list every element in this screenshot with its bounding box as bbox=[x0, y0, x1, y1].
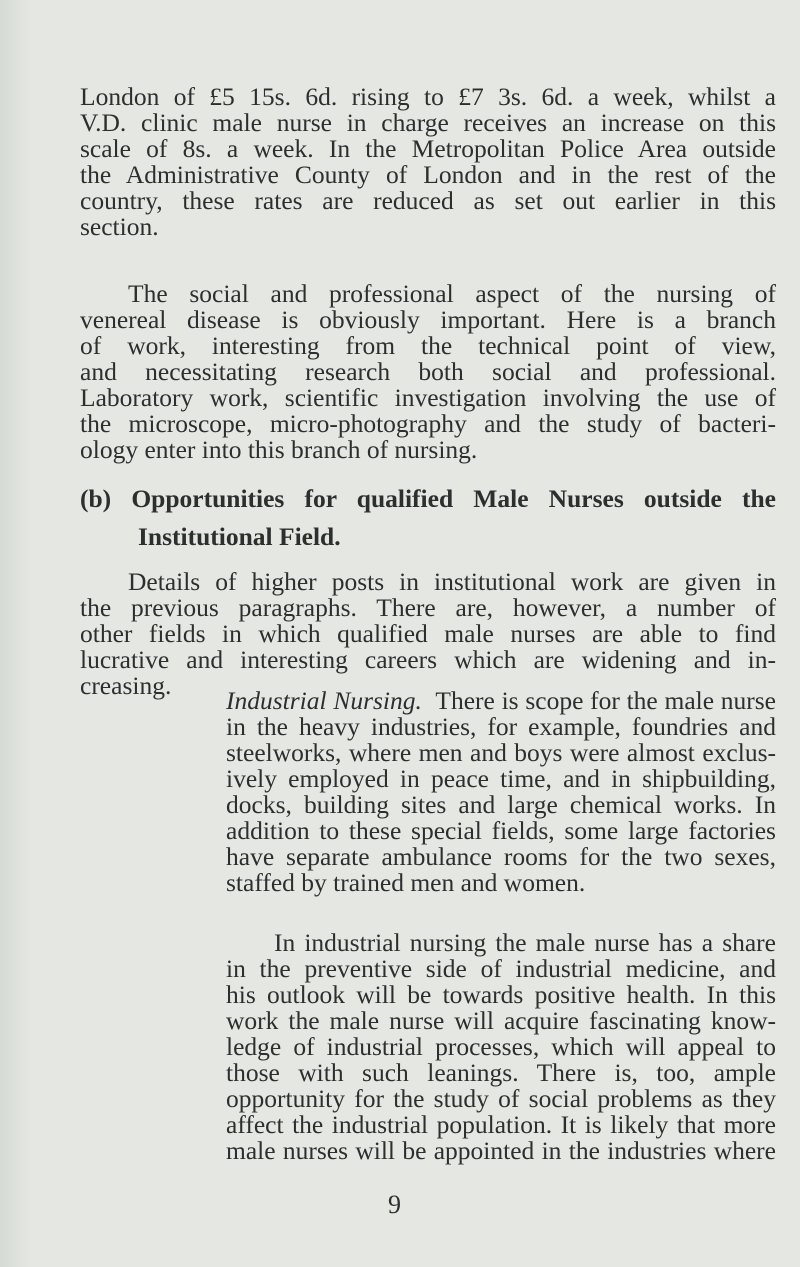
text-line: V.D. clinic male nurse in charge receives an increase on this bbox=[80, 108, 776, 137]
heading-line: Institutional Field. bbox=[138, 522, 341, 551]
text-line: ively employed in peace time, and in shipbuilding, bbox=[226, 764, 776, 793]
heading-line: (b) Opportunities for qualified Male Nurses outside the bbox=[80, 484, 776, 513]
text-line: in the heavy industries, for example, foundries and bbox=[226, 712, 776, 741]
paragraph-venereal-disease bbox=[80, 281, 776, 463]
text-line: steelworks, where men and boys were almost exclus- bbox=[226, 738, 776, 767]
text-line bbox=[226, 688, 776, 714]
text-line: Details of higher posts in institutional work are given in bbox=[128, 567, 776, 596]
text-line: have separate ambulance rooms for the two sexes, bbox=[226, 842, 776, 871]
text-line: work the male nurse will acquire fascinating know- bbox=[226, 1006, 776, 1035]
text-line: the previous paragraphs. There are, however, a number of bbox=[80, 593, 776, 622]
text-line: and necessitating research both social and professional. bbox=[80, 357, 776, 386]
paragraph-industrial-nursing bbox=[226, 688, 776, 896]
text-line: ledge of industrial processes, which will appeal to bbox=[226, 1032, 776, 1061]
text-line: other fields in which qualified male nurses are able to find bbox=[80, 619, 776, 648]
text-line: London of £5 15s. 6d. rising to £7 3s. 6d. a week, whilst a bbox=[80, 82, 776, 111]
text-line: those with such leanings. There is, too, ample bbox=[226, 1058, 776, 1087]
text-line: Laboratory work, scientific investigation involving the use of bbox=[80, 383, 776, 412]
text-line: country, these rates are reduced as set out earlier in this bbox=[80, 186, 776, 215]
text-line: venereal disease is obviously important. Here is a branch bbox=[80, 305, 776, 334]
paragraph-details bbox=[80, 569, 776, 699]
paragraph-preventive-medicine bbox=[226, 930, 776, 1164]
text-run: There is scope for the male nurse bbox=[435, 686, 777, 715]
text-line: lucrative and interesting careers which are widening and in- bbox=[80, 645, 776, 674]
text-line: the Administrative County of London and in the rest of the bbox=[80, 160, 776, 189]
text-line: his outlook will be towards positive health. In this bbox=[226, 980, 776, 1009]
text-line: section. bbox=[80, 212, 159, 241]
text-line: affect the industrial population. It is likely that more bbox=[226, 1110, 776, 1139]
page-number: 9 bbox=[388, 1190, 401, 1219]
run-in-heading: Industrial Nursing. bbox=[226, 686, 422, 715]
text-line: scale of 8s. a week. In the Metropolitan Police Area outside bbox=[80, 134, 776, 163]
page-edge-shadow bbox=[0, 0, 30, 1267]
text-line: ology enter into this branch of nursing. bbox=[80, 435, 478, 464]
text-line: staffed by trained men and women. bbox=[226, 868, 586, 897]
text-line: in the preventive side of industrial medicine, and bbox=[226, 954, 776, 983]
section-heading bbox=[80, 480, 776, 556]
text-line: the microscope, micro-photography and the study of bacteri- bbox=[80, 409, 776, 438]
text-line: docks, building sites and large chemical works. In bbox=[226, 790, 776, 819]
paragraph-pay-rates bbox=[80, 84, 776, 240]
text-line: addition to these special fields, some large factories bbox=[226, 816, 776, 845]
text-line: opportunity for the study of social problems as they bbox=[226, 1084, 776, 1113]
text-line: The social and professional aspect of the nursing of bbox=[128, 279, 776, 308]
text-line: creasing. bbox=[80, 671, 172, 700]
text-line: male nurses will be appointed in the industries where bbox=[226, 1136, 776, 1165]
text-line: of work, interesting from the technical point of view, bbox=[80, 331, 776, 360]
text-line: In industrial nursing the male nurse has a share bbox=[274, 928, 776, 957]
